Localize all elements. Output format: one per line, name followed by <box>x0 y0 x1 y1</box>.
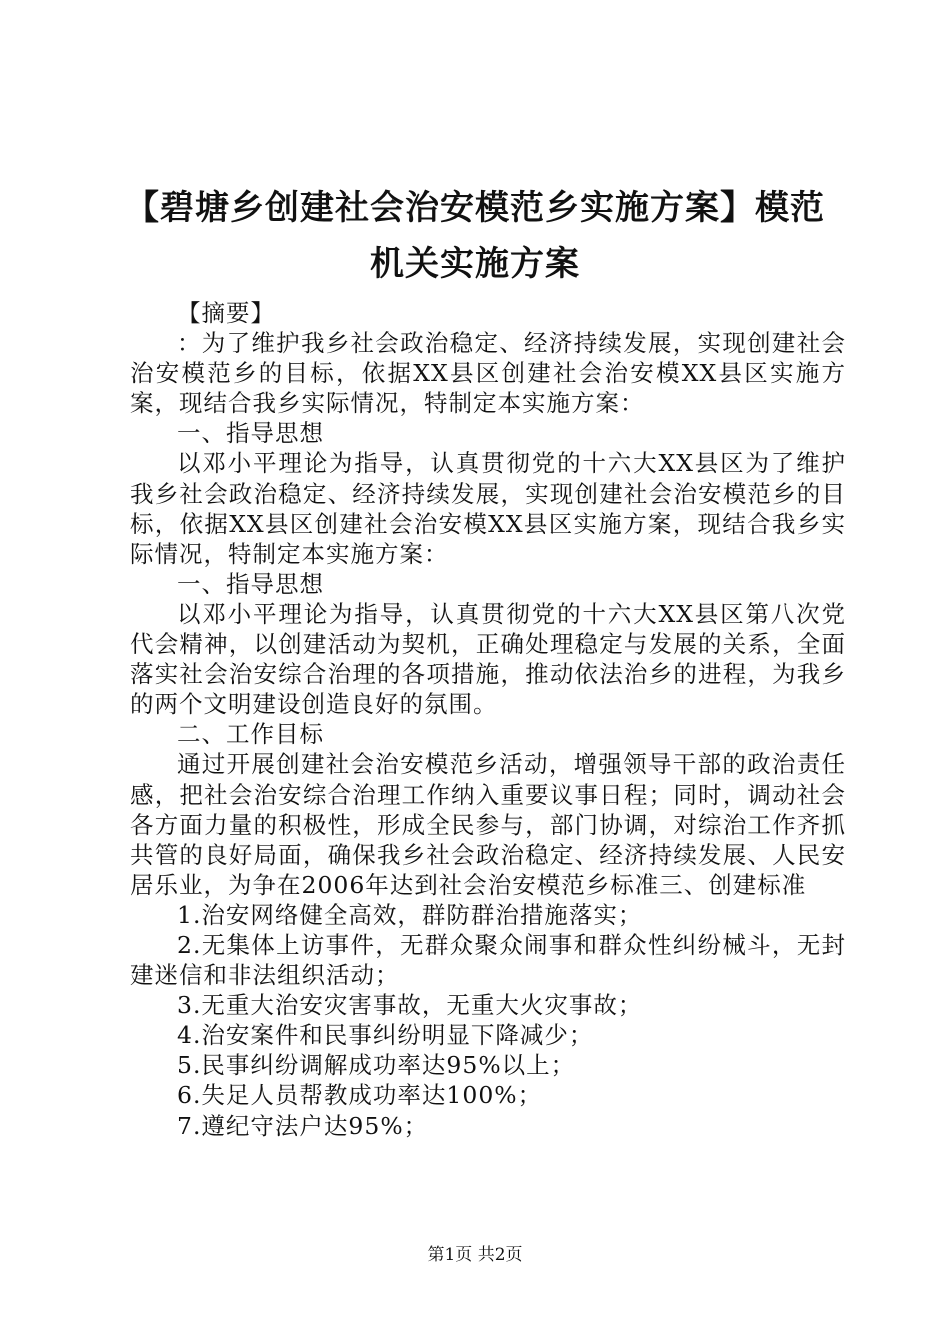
list-item: 3.无重大治安灾害事故，无重大火灾事故； <box>177 991 643 1020</box>
list-item: 7.遵纪守法户达95%； <box>177 1111 429 1140</box>
paragraph: 以邓小平理论为指导，认真贯彻党的十六大XX县区为了维护我乡社会政治稳定、经济持续发展，实现创建社会治安模范乡的目标，依据XX县区创建社会治安模XX县区实施方案，现结合我乡实际情况，特制定本实施方案： <box>130 449 846 568</box>
paragraph: ：为了维护我乡社会政治稳定、经济持续发展，实现创建社会治安模范乡的目标，依据XX县区创建社会治安模XX县区实施方案，现结合我乡实际情况，特制定本实施方案： <box>130 329 846 418</box>
page-number-footer: 第1页 共2页 <box>427 1245 523 1265</box>
list-item: 5.民事纠纷调解成功率达95%以上； <box>177 1051 576 1080</box>
paragraph: 以邓小平理论为指导，认真贯彻党的十六大XX县区第八次党代会精神，以创建活动为契机，正确处理稳定与发展的关系，全面落实社会治安综合治理的各项措施，推动依法治乡的进程，为我乡的两个文明建设创造良好的氛围。 <box>130 599 846 719</box>
paragraph: 通过开展创建社会治安模范乡活动，增强领导干部的政治责任感，把社会治安综合治理工作纳入重要议事日程；同时，调动社会各方面力量的积极性，形成全民参与，部门协调，对综治工作齐抓共管的良好局面，确保我乡社会政治稳定、经济持续发展、人民安居乐业，为争在2006年达到社会治安模范乡标准三、创建标准 <box>130 750 846 899</box>
section-heading: 一、指导思想 <box>177 419 324 448</box>
document-body <box>130 298 846 1141</box>
list-item: 1.治安网络健全高效，群防群治措施落实； <box>177 900 643 929</box>
section-heading: 一、指导思想 <box>177 569 324 598</box>
list-item: 2.无集体上访事件，无群众聚众闹事和群众性纠纷械斗，无封建迷信和非法组织活动； <box>130 930 846 990</box>
section-heading: 二、工作目标 <box>177 720 324 749</box>
list-item: 4.治安案件和民事纠纷明显下降减少； <box>177 1021 594 1050</box>
abstract-label: 【摘要】 <box>177 299 275 327</box>
list-item: 6.失足人员帮教成功率达100%； <box>177 1081 543 1110</box>
document-title: 【碧塘乡创建社会治安模范乡实施方案】模范机关实施方案 <box>125 188 825 284</box>
